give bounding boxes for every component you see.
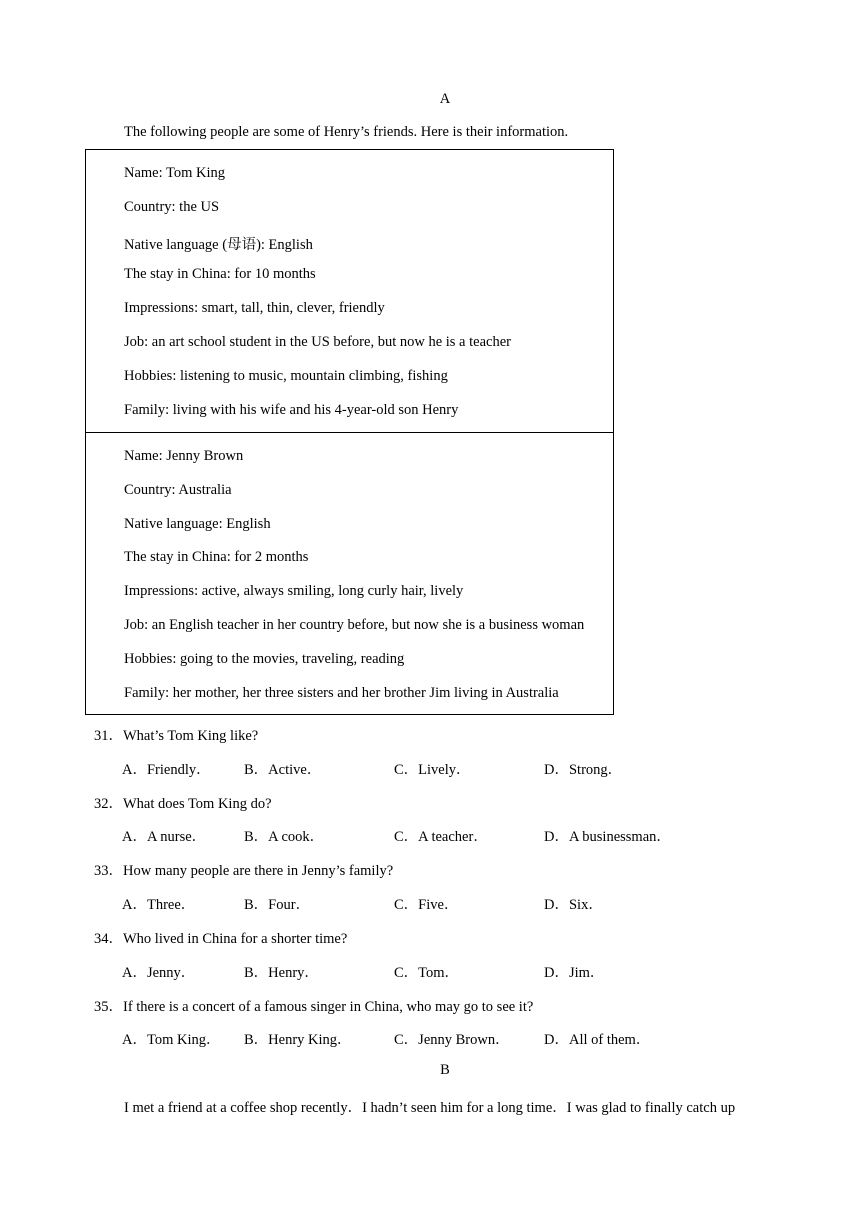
option-34-c: C．Tom． — [394, 965, 460, 981]
info-line: Country: the US — [124, 199, 220, 215]
option-31-d: D．Strong． — [544, 762, 623, 778]
question-33: 33．How many people are there in Jenny’s family? — [94, 863, 394, 879]
option-33-b: B．Four． — [244, 897, 311, 913]
question-32: 32．What does Tom King do? — [94, 796, 272, 812]
option-33-a: A．Three． — [122, 897, 196, 913]
section-a-heading: A — [439, 91, 451, 107]
info-line: Native language (母语): English — [124, 237, 313, 253]
option-32-d: D．A businessman． — [544, 829, 671, 845]
info-line: Family: her mother, her three sisters and her brother Jim living in Australia — [124, 685, 559, 701]
section-b-heading: B — [440, 1062, 450, 1078]
info-line: Hobbies: listening to music, mountain climbing, fishing — [124, 368, 448, 384]
info-line: The stay in China: for 10 months — [124, 266, 316, 282]
option-34-b: B．Henry． — [244, 965, 319, 981]
section-b-text: I met a friend at a coffee shop recently．I hadn’t seen him for a long time．I was glad to finally catch up — [124, 1100, 736, 1116]
info-line: Name: Tom King — [124, 165, 226, 181]
info-line: Name: Jenny Brown — [124, 448, 244, 464]
option-31-a: A．Friendly． — [122, 762, 211, 778]
info-line: Family: living with his wife and his 4-year-old son Henry — [124, 402, 459, 418]
option-31-b: B．Active． — [244, 762, 322, 778]
info-line: Native language: English — [124, 516, 271, 532]
option-31-c: C．Lively． — [394, 762, 471, 778]
question-35: 35．If there is a concert of a famous singer in China, who may go to see it? — [94, 999, 534, 1015]
option-35-b: B．Henry King． — [244, 1032, 352, 1048]
question-34: 34．Who lived in China for a shorter time? — [94, 931, 348, 947]
option-35-a: A．Tom King． — [122, 1032, 221, 1048]
info-box-jenny-brown — [85, 432, 614, 715]
option-33-d: D．Six． — [544, 897, 603, 913]
info-line: Impressions: active, always smiling, long curly hair, lively — [124, 583, 464, 599]
info-line: Job: an English teacher in her country before, but now she is a business woman — [124, 617, 585, 633]
info-line: Job: an art school student in the US before, but now he is a teacher — [124, 334, 511, 350]
option-32-a: A．A nurse． — [122, 829, 207, 845]
option-35-d: D．All of them． — [544, 1032, 651, 1048]
option-33-c: C．Five． — [394, 897, 459, 913]
section-a-intro: The following people are some of Henry’s friends. Here is their information. — [124, 124, 569, 140]
info-line: Impressions: smart, tall, thin, clever, friendly — [124, 300, 385, 316]
option-34-a: A．Jenny． — [122, 965, 196, 981]
option-34-d: D．Jim． — [544, 965, 605, 981]
option-32-c: C．A teacher． — [394, 829, 488, 845]
question-31: 31．What’s Tom King like? — [94, 728, 259, 744]
info-line: Hobbies: going to the movies, traveling, reading — [124, 651, 405, 667]
info-line: Country: Australia — [124, 482, 232, 498]
info-box-tom-king — [85, 149, 614, 433]
option-35-c: C．Jenny Brown． — [394, 1032, 510, 1048]
option-32-b: B．A cook． — [244, 829, 325, 845]
info-line: The stay in China: for 2 months — [124, 549, 309, 565]
